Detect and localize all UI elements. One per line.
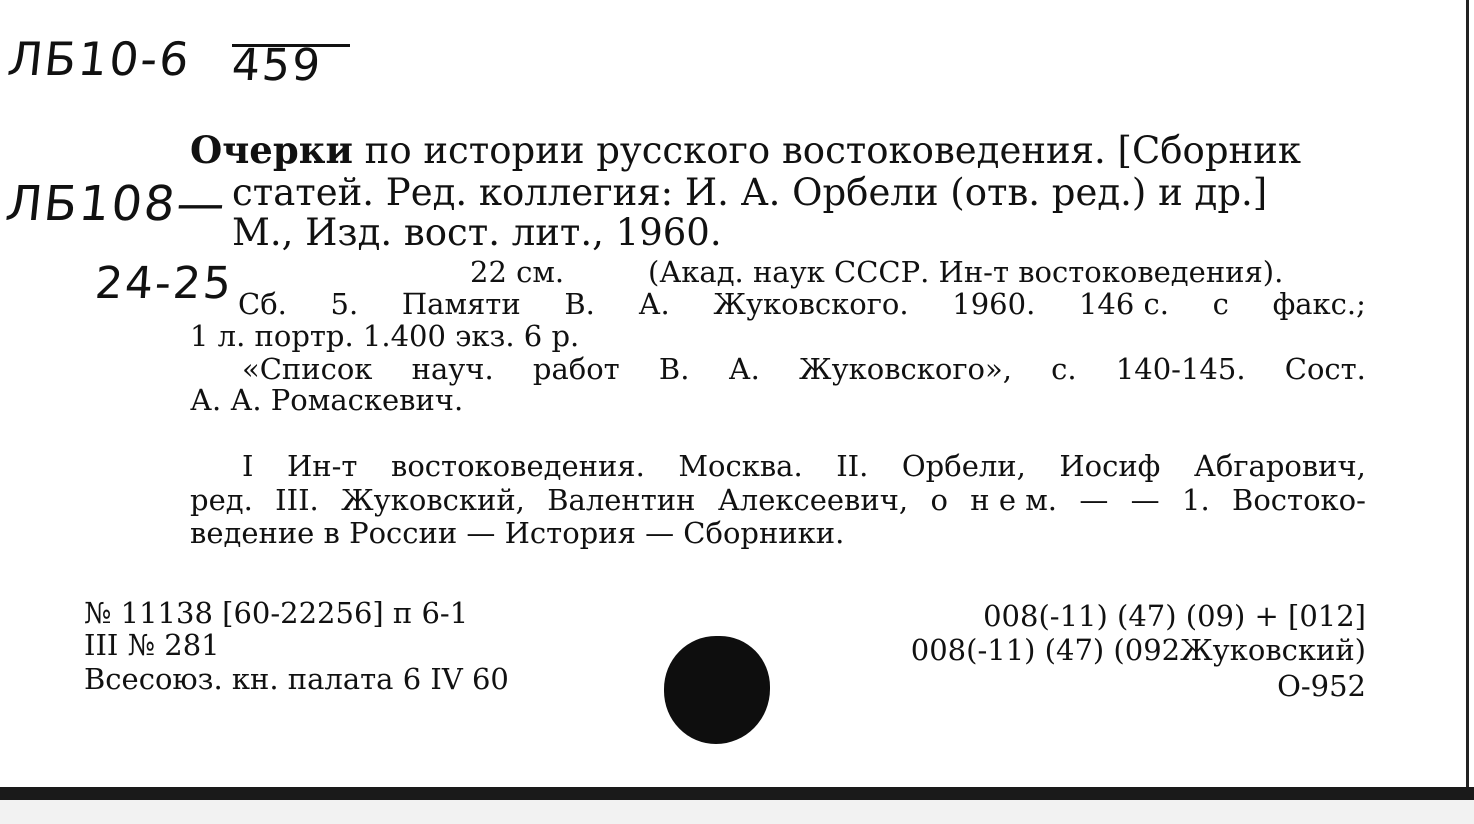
footer-chamber: Всесоюз. кн. палата 6 IV 60 [84, 662, 509, 696]
tracings-line-1-word: Москва. [678, 449, 803, 483]
tracings-line-2-word: III. [275, 483, 319, 517]
heading-rest: по истории русского востоковедения. [Сборник [364, 129, 1301, 172]
entry-line-5-word: Памяти [401, 287, 521, 321]
tracings-line-2-word: н е м. [970, 483, 1057, 517]
handwritten-number: 459 [230, 40, 324, 91]
entry-note-word: В. [658, 352, 690, 386]
tracings-line-2-word: — [1130, 483, 1160, 517]
card-bottom-strip [0, 800, 1474, 824]
tracings-line-1-word: II. [836, 449, 869, 483]
entry-note-word: А. [728, 352, 760, 386]
entry-series: (Акад. наук СССР. Ин-т востоковедения). [648, 255, 1284, 289]
tracings-line-1-word: I [242, 449, 254, 483]
tracings-line-2-word: 1. [1182, 483, 1210, 517]
heading-word: Очерки [190, 128, 353, 172]
card-bottom-bar [0, 787, 1474, 800]
tracings-line-3: ведение в России — История — Сборники. [190, 516, 845, 550]
classification-1: 008(-11) (47) (09) + [012] [983, 599, 1366, 633]
entry-line-5-word: Сб. [238, 287, 287, 321]
footer-registry: III № 281 [84, 628, 220, 662]
entry-note-word: Сост. [1284, 352, 1366, 386]
classification-code: О-952 [1277, 669, 1366, 703]
tracings-line-2-word: Алексеевич, [717, 483, 909, 517]
tracings-line-2-word: о [930, 483, 948, 517]
tracings-line-1-word: Орбели, [901, 449, 1026, 483]
tracings-line-2-word: Жуковский, [341, 483, 525, 517]
entry-note-word: «Список [242, 352, 373, 386]
entry-heading [190, 130, 1301, 171]
entry-line-5-word: 5. [330, 287, 359, 321]
handwritten-pages: 24-25 [93, 258, 235, 309]
handwritten-shelf-code: ЛБ10-6 [5, 32, 194, 86]
card-right-edge [1466, 0, 1469, 790]
entry-note-word: с. [1051, 352, 1077, 386]
handwritten-side-code: ЛБ108— [3, 176, 230, 232]
entry-note-word: работ [532, 352, 620, 386]
tracings-line-2-word: ред. [190, 483, 253, 517]
entry-line-5-word: А. [638, 287, 670, 321]
entry-line-5-word: с [1212, 287, 1229, 321]
classification-2: 008(-11) (47) (092Жуковский) [910, 633, 1366, 667]
entry-line-6: 1 л. портр. 1.400 экз. 6 р. [190, 319, 580, 353]
tracings-line-2-word: — [1079, 483, 1109, 517]
footer-number: № 11138 [60-22256] п 6-1 [84, 596, 469, 630]
entry-line-5-word: 146 с. [1078, 287, 1169, 321]
entry-line-5-word: Жуковского. [713, 287, 909, 321]
tracings-line-2 [190, 484, 1366, 516]
entry-line-5-word: факс.; [1272, 287, 1366, 321]
tracings-line-1-word: востоковедения. [391, 449, 645, 483]
tracings-line-2-word: Валентин [547, 483, 696, 517]
entry-line-5 [238, 288, 1366, 320]
tracings-line-1-word: Иосиф [1059, 449, 1161, 483]
entry-note-line-2: А. А. Ромаскевич. [190, 383, 464, 417]
entry-note-word: науч. [411, 352, 494, 386]
entry-note [242, 353, 1366, 385]
entry-line-3: М., Изд. вост. лит., 1960. [232, 211, 722, 254]
tracings-line-2-word: Востоко- [1232, 483, 1366, 517]
ink-stamp [664, 636, 770, 744]
entry-line-5-word: В. [564, 287, 595, 321]
entry-note-word: Жуковского», [798, 352, 1012, 386]
entry-note-word: 140-145. [1115, 352, 1246, 386]
entry-line-2: статей. Ред. коллегия: И. А. Орбели (отв. ред.) и др.] [232, 171, 1268, 214]
tracings-line-1-word: Ин-т [287, 449, 358, 483]
entry-size: 22 см. [470, 255, 565, 289]
tracings-line-1-word: Абгарович, [1193, 449, 1366, 483]
tracings-line-1 [242, 450, 1366, 482]
entry-line-5-word: 1960. [952, 287, 1036, 321]
